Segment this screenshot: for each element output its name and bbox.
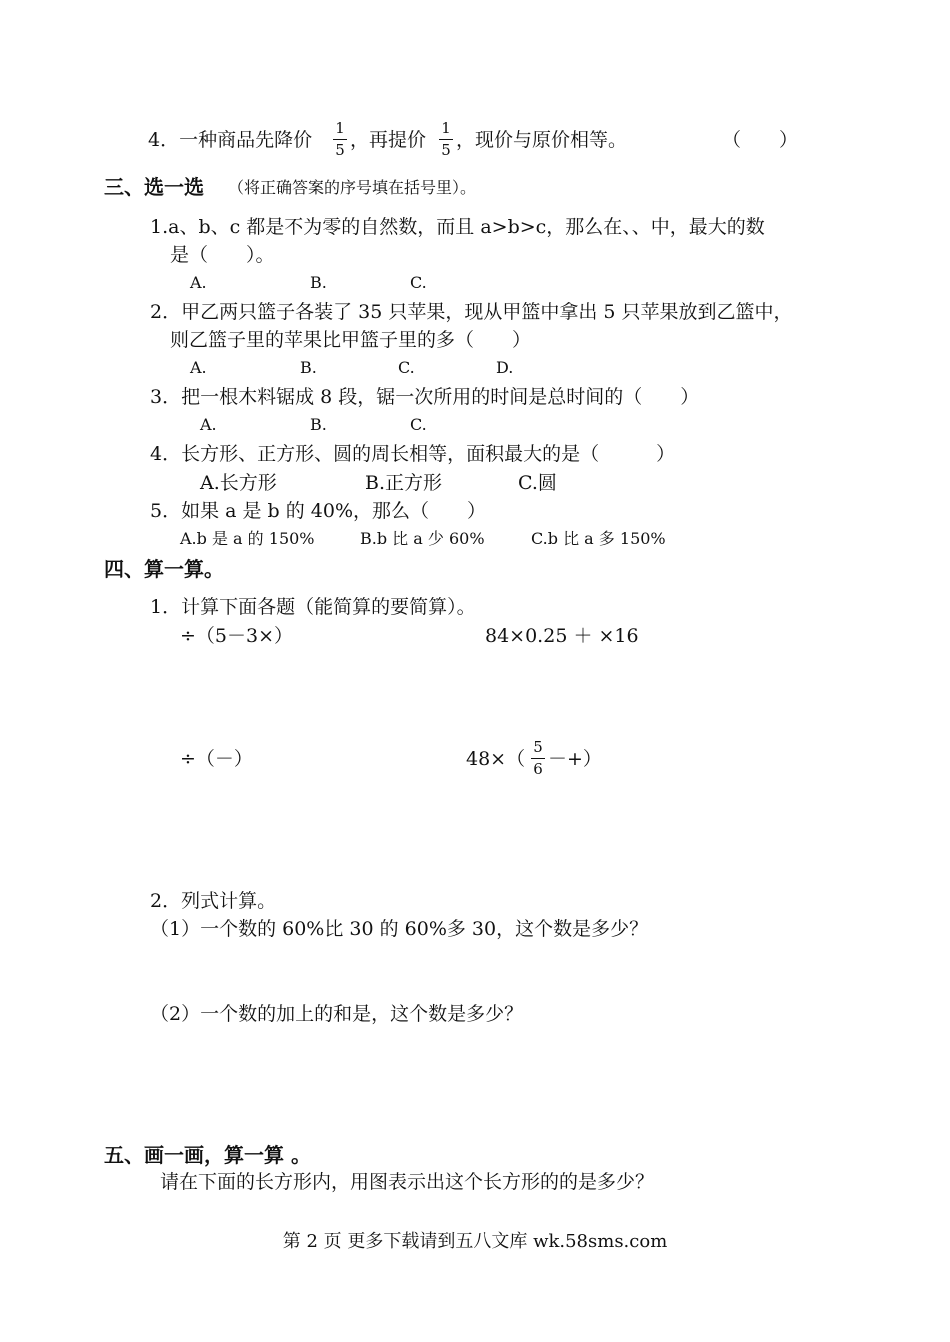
fraction-denominator: 5	[441, 141, 451, 159]
fraction-numerator: 1	[335, 119, 345, 137]
s4-expression-1: ÷（5－3×）	[180, 625, 294, 647]
s3-q4-option-a: A.长方形	[200, 472, 277, 494]
s3-q1-option-c: C.	[410, 273, 427, 292]
s3-q4-option-c: C.圆	[518, 472, 557, 494]
s3-q2-line1: 2．甲乙两只篮子各装了 35 只苹果，现从甲篮中拿出 5 只苹果放到乙篮中，	[150, 301, 793, 323]
answer-blank: （ ）	[722, 129, 799, 151]
s3-q4: 4．长方形、正方形、圆的周长相等，面积最大的是（ ）	[150, 443, 676, 465]
fraction-bar	[439, 139, 453, 140]
s4-problem-2: （2）一个数的加上的和是，这个数是多少？	[150, 1003, 524, 1025]
fraction-bar	[333, 139, 347, 140]
s3-q3-option-c: C.	[410, 415, 427, 434]
fraction-numerator: 1	[441, 119, 451, 137]
s4-expression-2: 84×0.25 ＋ ×16	[485, 625, 639, 647]
fraction-one-fifth-a	[332, 121, 348, 158]
s3-q4-option-b: B.正方形	[365, 472, 443, 494]
s3-q5: 5．如果 a 是 b 的 40%，那么（ ）	[150, 500, 487, 522]
fraction-numerator: 5	[533, 738, 543, 756]
s3-q2-option-c: C.	[398, 358, 415, 377]
s3-q3-option-a: A.	[200, 415, 217, 434]
s3-q5-option-a: A.b 是 a 的 150%	[180, 529, 315, 548]
s3-q1-option-a: A.	[190, 273, 207, 292]
s3-q2-option-d: D.	[496, 358, 514, 377]
s4-expression-3: ÷（－）	[180, 748, 253, 770]
s3-q3: 3．把一根木料锯成 8 段，锯一次所用的时间是总时间的（ ）	[150, 386, 700, 408]
section-3-note: （将正确答案的序号填在括号里）。	[228, 178, 477, 197]
s2-q4-text-c: ，现价与原价相等。	[456, 129, 628, 151]
s3-q2-line2: 则乙篮子里的苹果比甲篮子里的多（ ）	[170, 329, 532, 351]
s2-q4-text-b: ，再提价	[350, 129, 427, 151]
page-footer: 第 2 页 更多下载请到五八文库 wk.58sms.com	[282, 1231, 668, 1252]
s3-q1-line1: 1.a、b、c 都是不为零的自然数，而且 a>b>c，那么在、、中，最大的数	[150, 216, 765, 238]
section-3-title: 三、选一选	[104, 175, 204, 199]
s2-q4-text-a: 4．一种商品先降价	[148, 129, 313, 151]
fraction-denominator: 6	[533, 760, 543, 778]
s4-expression-4a: 48×（	[466, 748, 526, 770]
fraction-five-sixths	[530, 740, 546, 777]
s3-q5-option-c: C.b 比 a 多 150%	[531, 529, 666, 548]
section-5-title: 五、画一画，算一算 。	[104, 1143, 311, 1167]
fraction-one-fifth-b	[438, 121, 454, 158]
fraction-denominator: 5	[335, 141, 345, 159]
s4-sub1: 1．计算下面各题（能简算的要简算）。	[150, 596, 476, 618]
section-4-title: 四、算一算。	[104, 557, 224, 581]
s3-q3-option-b: B.	[310, 415, 327, 434]
s3-q2-option-b: B.	[300, 358, 317, 377]
s5-text: 请在下面的长方形内，用图表示出这个长方形的的是多少？	[160, 1171, 655, 1193]
s3-q5-option-b: B.b 比 a 少 60%	[360, 529, 485, 548]
s4-expression-4b: －+）	[548, 748, 602, 770]
s4-sub2: 2．列式计算。	[150, 890, 277, 912]
s3-q1-option-b: B.	[310, 273, 327, 292]
fraction-bar	[531, 758, 545, 759]
s4-problem-1: （1）一个数的 60%比 30 的 60%多 30，这个数是多少？	[150, 918, 649, 940]
s3-q2-option-a: A.	[190, 358, 207, 377]
s3-q1-line2: 是（ ）。	[170, 244, 275, 266]
